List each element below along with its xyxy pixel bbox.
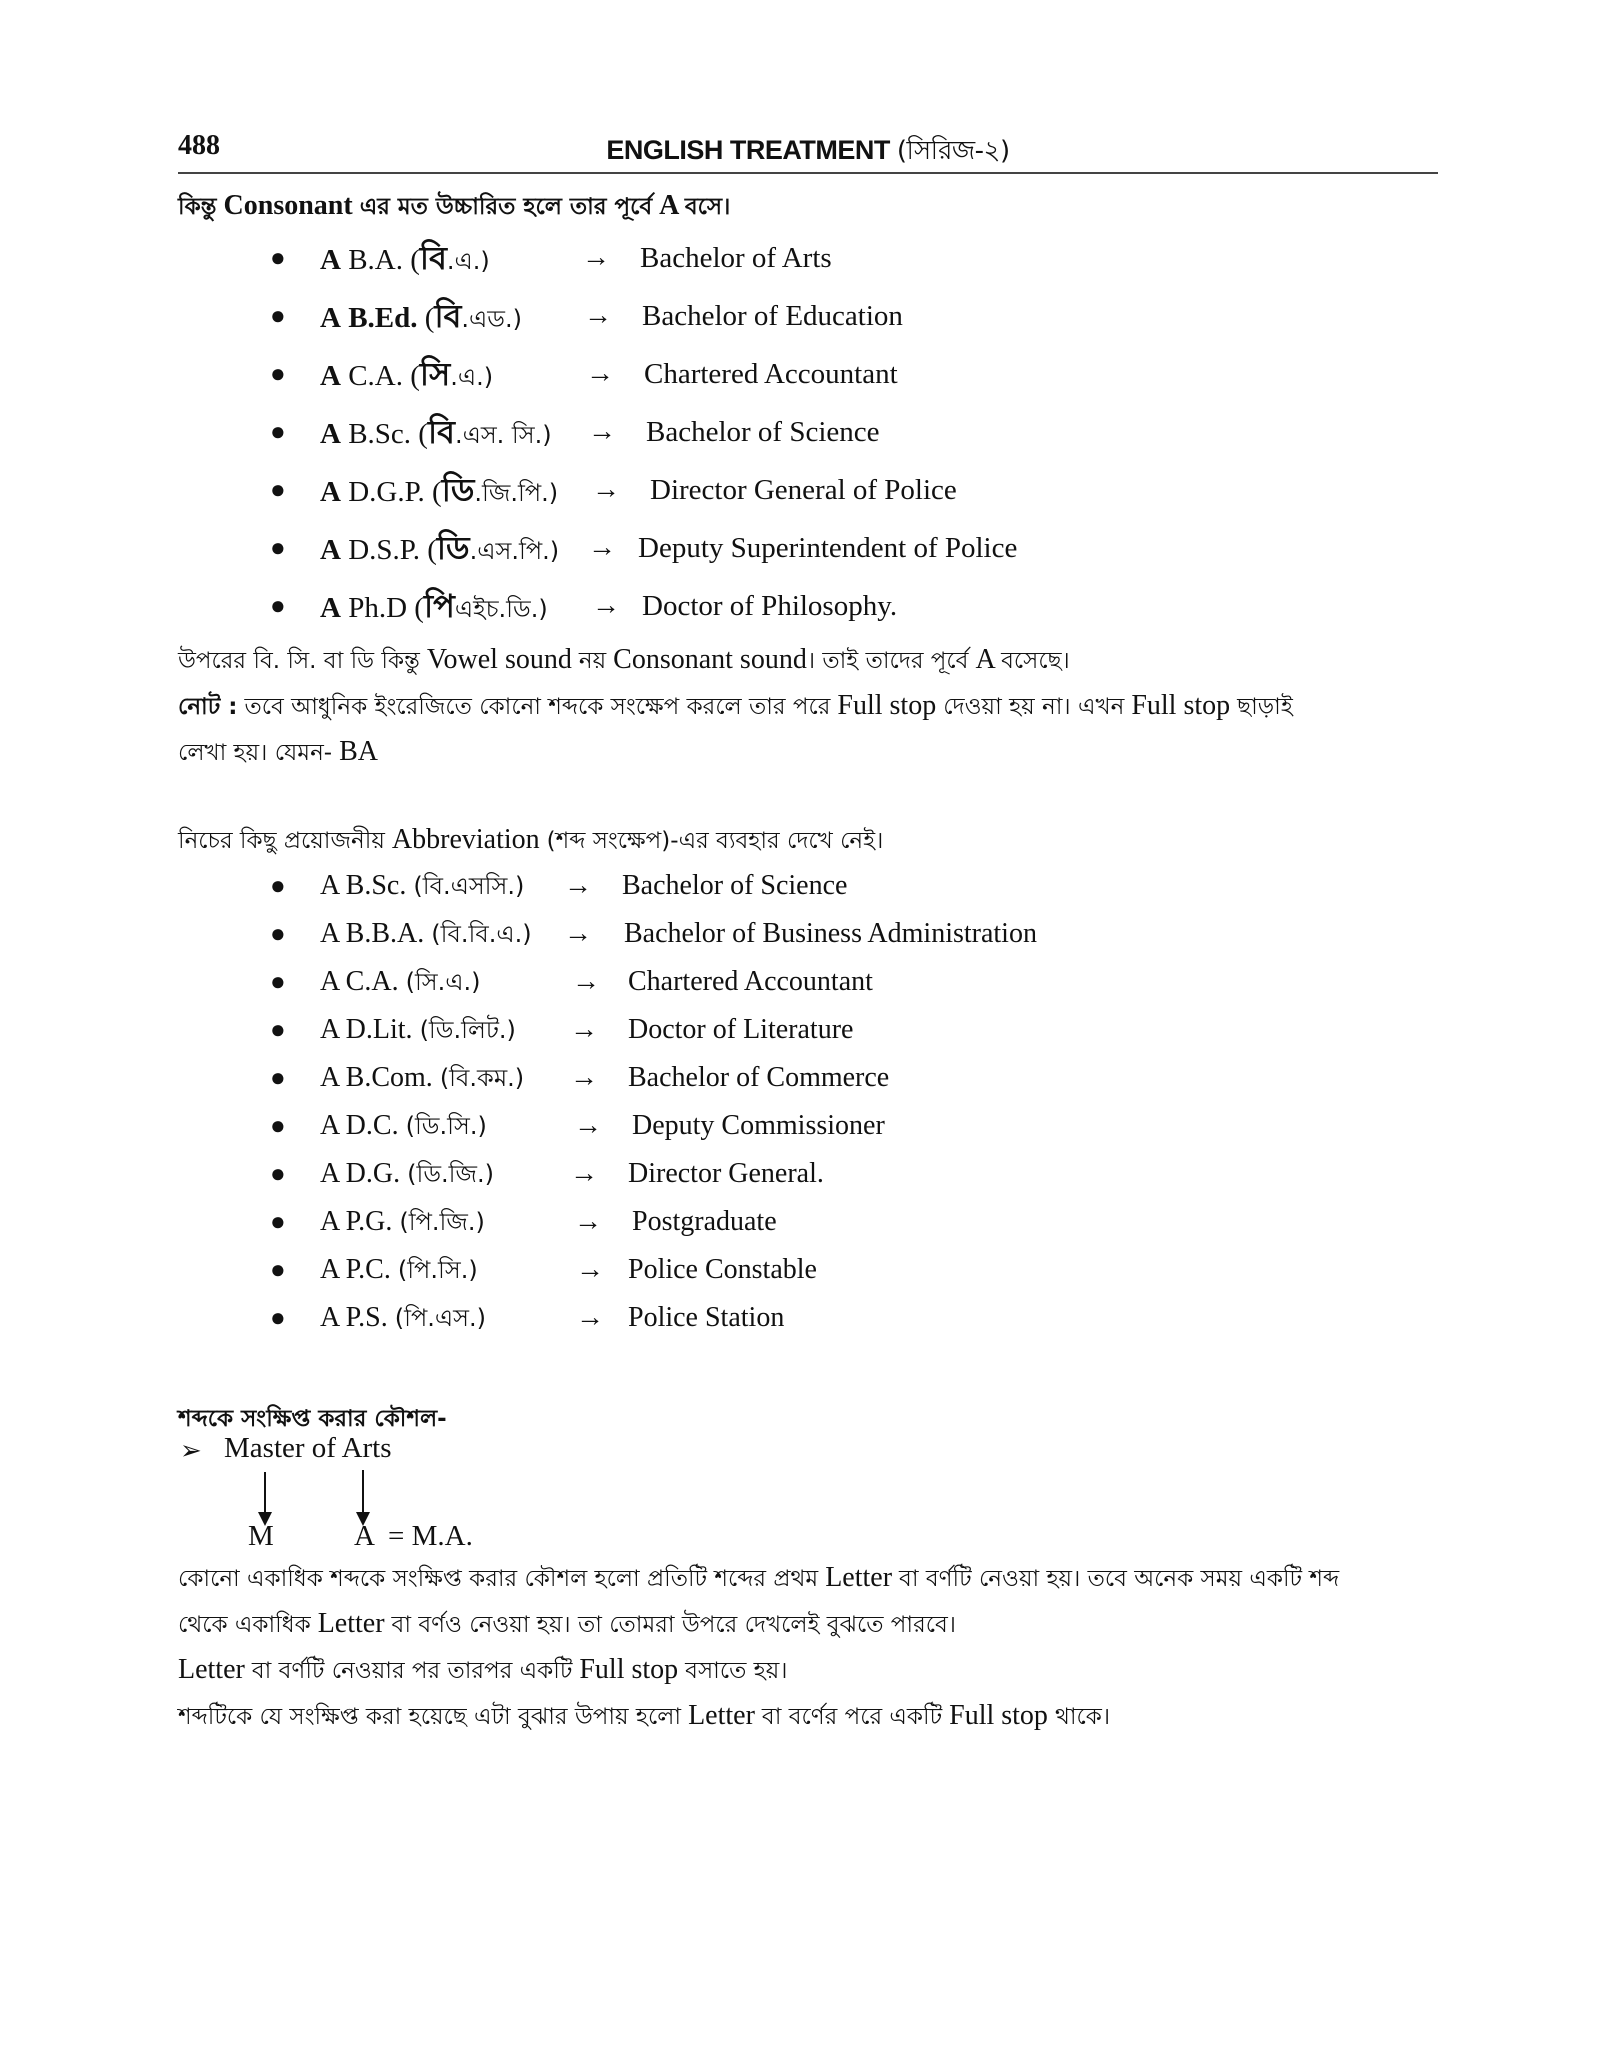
abbr-bn: (বি.এসসি.) [413,872,525,900]
abbr-en: A D.G. [320,1158,401,1189]
closing-en: Letter [688,1700,755,1731]
closing-bn: বা বর্ণটি নেওয়ার পর তারপর একটি [251,1658,573,1684]
explain-bn-4: বসেছে। [1001,648,1070,674]
arrow-right-icon: → [574,1206,602,1237]
note-bn-4: লেখা হয়। যেমন- [178,740,333,766]
arrow-right-icon: → [582,242,610,273]
abbr-bn: (সি.এ.) [405,968,481,996]
meaning: Bachelor of Commerce [628,1062,890,1093]
abbr [320,1058,524,1098]
abbr-bn-rest: .এ.) [450,363,494,391]
abbr-bn-lead: ডি [441,471,475,509]
intro-bn-2: এর মত উচ্চারিত হলে তার পূর্বে [359,194,653,220]
closing-line-2 [178,1606,956,1645]
arrow-right-icon: → [588,416,616,447]
abbr-en: A B.Sc. [320,870,407,901]
abbr-en: B.Sc. [348,418,412,450]
running-title [178,130,1438,174]
abbr-bn-lead: সি [419,355,451,393]
bullet-icon: ● [270,1159,286,1188]
abbr-en: A B.B.A. [320,918,425,949]
bullet-icon: ● [270,1303,286,1332]
note-en-3: BA [339,736,379,767]
article: A [320,244,341,276]
meaning: Bachelor of Education [642,300,903,332]
bullet-icon: ● [270,533,286,562]
arrow-right-icon: → [570,1062,598,1093]
abbr-bn-rest: এইচ.ডি.) [454,595,548,623]
abbr-bn: (ডি.লিট.) [419,1016,516,1044]
article: A [320,418,341,450]
meaning: Bachelor of Arts [640,242,832,274]
note-bn-1: তবে আধুনিক ইংরেজিতে কোনো শব্দকে সংক্ষেপ করলে তার পরে [244,694,831,720]
meaning: Deputy Commissioner [632,1110,885,1141]
page-number: 488 [178,130,220,161]
bullet-icon: ● [270,243,286,272]
bullet-icon: ● [270,417,286,446]
technique-heading-text: শব্দকে সংক্ষিপ্ত করার কৌশল- [178,1406,447,1432]
abbr-en: A B.Com. [320,1062,433,1093]
arrow-right-icon: → [584,300,612,331]
abbr-bn-rest: .জি.পি.) [474,479,559,507]
bullet-icon: ● [270,919,286,948]
bullet-icon: ● [270,1015,286,1044]
meaning: Bachelor of Science [622,870,848,901]
abbr [320,1298,486,1338]
bullet-icon: ● [270,967,286,996]
note-line-2 [178,734,378,773]
arrow-right-icon: → [570,1014,598,1045]
abbr: A C.A. (সি.এ.) [320,355,494,393]
explanation-line [178,642,1070,681]
bullet-icon: ● [270,871,286,900]
intro-en-2: A [659,190,678,221]
note-label: নোট : [178,694,238,720]
meaning: Director General of Police [650,474,957,506]
abbr-en: C.A. [348,360,403,392]
abbr-en: A P.G. [320,1206,393,1237]
arrow-down-icon [264,1472,266,1516]
abbr-en: B.Ed. [348,302,418,334]
bullet-icon: ● [270,1207,286,1236]
arrow-right-icon: → [570,1158,598,1189]
closing-line-4 [178,1698,1110,1737]
running-title-en: ENGLISH TREATMENT [606,135,890,165]
intro-line [178,188,730,227]
abbr-bn-lead: বি [427,413,455,451]
meaning: Police Constable [628,1254,817,1285]
closing-bn: শব্দটিকে যে সংক্ষিপ্ত করা হয়েছে এটা বুঝার উপায় হলো [178,1704,682,1730]
meaning: Bachelor of Science [646,416,880,448]
meaning: Doctor of Philosophy. [642,590,898,622]
page-header [178,128,1438,174]
abbr-en: A P.C. [320,1254,391,1285]
abbr-bn: (ডি.সি.) [405,1112,487,1140]
abbr-bn-rest: .এস.পি.) [469,537,560,565]
meaning: Director General. [628,1158,824,1189]
closing-bn: থাকে। [1054,1704,1111,1730]
meaning: Bachelor of Business Administration [624,918,1037,949]
running-title-bn: (সিরিজ-২) [896,136,1010,166]
abbr: A Ph.D (পিএইচ.ডি.) [320,587,548,625]
abbr-bn: (ডি.জি.) [407,1160,494,1188]
abbr-bn: (বি.বি.এ.) [431,920,532,948]
abbr-en: A C.A. [320,966,399,997]
abbr-en: B.A. [348,244,403,276]
abbr-en: D.S.P. [348,534,420,566]
closing-bn: বা বর্ণের পরে একটি [761,1704,943,1730]
arrow-right-icon: → [564,918,592,949]
arrow-right-icon: → [576,1302,604,1333]
abbr-bn-lead: বি [434,297,462,335]
article: A [320,534,341,566]
closing-bn: বা বর্ণটি নেওয়া হয়। তবে অনেক সময় একটি শব্দ [899,1566,1340,1592]
explain-en-3: A [975,644,995,675]
meaning: Chartered Accountant [644,358,898,390]
abbr [320,866,524,906]
bullet-icon: ● [270,1111,286,1140]
abbr-en: Ph.D [348,592,408,624]
bullet-icon: ● [270,359,286,388]
abbr: A D.S.P. (ডি.এস.পি.) [320,529,560,567]
arrow-right-icon: → [592,590,620,621]
abbreviation-diagram [178,1432,578,1552]
meaning: Deputy Superintendent of Police [638,532,1018,564]
meaning: Postgraduate [632,1206,777,1237]
abbr: A D.G.P. (ডি.জি.পি.) [320,471,559,509]
article: A [320,302,341,334]
section2-bn-2: (শব্দ সংক্ষেপ)-এর ব্যবহার দেখে নেই। [546,828,884,854]
intro-bn-1: কিন্তু [178,194,217,220]
closing-en: Letter [178,1654,245,1685]
abbr-bn: (পি.এস.) [394,1304,486,1332]
explain-en-2: Consonant sound [613,644,807,675]
section2-bn-1: নিচের কিছু প্রয়োজনীয় [178,828,385,854]
abbr [320,1202,485,1242]
abbr-bn-lead: পি [423,587,455,625]
note-en-2: Full stop [1131,690,1231,721]
abbr: A B.A. (বি.এ.) [320,239,490,277]
closing-en: Full stop [949,1700,1048,1731]
abbr [320,1106,487,1146]
closing-bn: বসাতে হয়। [685,1658,788,1684]
arrow-right-icon: → [564,870,592,901]
closing-en: Letter [317,1608,385,1639]
arrow-right-icon: → [588,532,616,563]
note-line-1 [178,688,1293,727]
bullet-icon: ● [270,1255,286,1284]
abbr-en: A D.C. [320,1110,399,1141]
closing-line-3 [178,1652,788,1691]
arrowhead-bullet-icon: ➢ [180,1436,202,1465]
abbr-en: A P.S. [320,1302,388,1333]
bullet-icon: ● [270,475,286,504]
abbr [320,1010,516,1050]
bullet-icon: ● [270,1063,286,1092]
meaning: Chartered Accountant [628,966,873,997]
abbr-bn-rest: .এড.) [461,305,522,333]
result: = M.A. [388,1520,473,1552]
explain-en-1: Vowel sound [426,644,572,675]
abbr [320,1154,494,1194]
bullet-icon: ● [270,301,286,330]
closing-bn: থেকে একাধিক [178,1612,311,1638]
abbr-en: D.G.P. [348,476,425,508]
note-bn-3: ছাড়াই [1237,694,1293,720]
closing-en: Letter [825,1562,893,1593]
letter-m: M [248,1520,274,1552]
abbr [320,1250,478,1290]
closing-bn: কোনো একাধিক শব্দকে সংক্ষিপ্ত করার কৌশল হলো প্রতিটি শব্দের প্রথম [178,1566,819,1592]
intro-bn-3: বসে। [684,194,731,220]
closing-en: Full stop [579,1654,679,1685]
meaning: Doctor of Literature [628,1014,854,1045]
abbr: A B.Ed. (বি.এড.) [320,297,522,335]
abbr [320,914,532,954]
explain-bn-2: নয় [578,648,607,674]
arrow-down-icon [362,1470,364,1516]
example-phrase: Master of Arts [224,1432,392,1464]
abbr-bn: (পি.সি.) [397,1256,478,1284]
intro-en-1: Consonant [223,190,353,221]
note-en-1: Full stop [837,690,937,721]
arrow-right-icon: → [592,474,620,505]
arrow-right-icon: → [586,358,614,389]
meaning: Police Station [628,1302,785,1333]
abbr-bn: (পি.জি.) [399,1208,485,1236]
abbr-bn-lead: বি [419,239,447,277]
abbr [320,962,481,1002]
note-bn-2: দেওয়া হয় না। এখন [943,694,1125,720]
section2-intro [178,822,883,861]
letter-a: A [354,1520,375,1552]
abbr-bn-lead: ডি [436,529,470,567]
closing-line-1 [178,1560,1339,1599]
arrow-right-icon: → [574,1110,602,1141]
abbr-en: A D.Lit. [320,1014,413,1045]
arrow-right-icon: → [572,966,600,997]
abbr-bn-rest: .এ.) [446,247,490,275]
bullet-icon: ● [270,591,286,620]
abbr-bn-rest: .এস. সি.) [454,421,552,449]
explain-bn-1: উপরের বি. সি. বা ডি কিন্তু [178,648,420,674]
explain-bn-3: । তাই তাদের পূর্বে [806,648,969,674]
article: A [320,360,341,392]
section2-en-1: Abbreviation [391,824,540,855]
abbr: A B.Sc. (বি.এস. সি.) [320,413,552,451]
arrow-right-icon: → [576,1254,604,1285]
abbr-bn: (বি.কম.) [439,1064,525,1092]
closing-bn: বা বর্ণও নেওয়া হয়। তা তোমরা উপরে দেখলেই বুঝতে পারবে। [391,1612,956,1638]
article: A [320,592,341,624]
article: A [320,476,341,508]
